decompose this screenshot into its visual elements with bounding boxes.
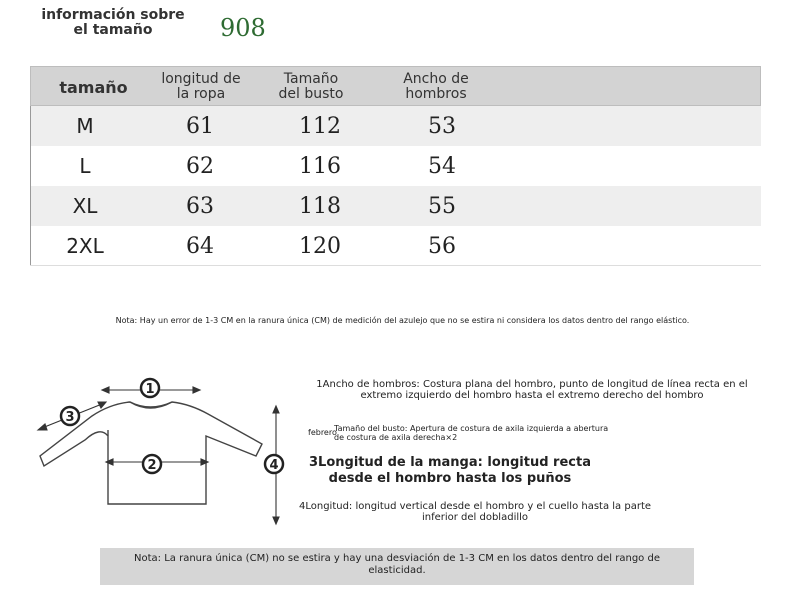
title-line-1: información sobre (41, 7, 185, 23)
cell-bust: 118 (299, 193, 341, 219)
cell-shoulder: 56 (428, 233, 456, 259)
garment-diagram (30, 370, 292, 530)
cell-length: 63 (186, 193, 214, 219)
marker-4-icon (265, 455, 283, 473)
svg-text:3: 3 (65, 410, 75, 425)
elasticity-note: Nota: La ranura única (CM) no se estira y hay una desviación de 1-3 CM en los datos dentro del rango de elasticidad. (134, 553, 660, 576)
cell-shoulder: 54 (428, 153, 456, 179)
cell-length: 61 (186, 113, 214, 139)
header-shoulder: Ancho de hombros (403, 71, 469, 102)
cell-length: 64 (186, 233, 214, 259)
cell-size: M (76, 114, 94, 138)
cell-length: 62 (186, 153, 214, 179)
table-header (30, 66, 761, 106)
marker-3-icon (61, 407, 79, 425)
measurement-note: Nota: Hay un error de 1-3 CM en la ranura única (CM) de medición del azulejo que no se estira ni considera los datos dentro del rango elástico. (115, 316, 690, 325)
svg-text:1: 1 (145, 382, 155, 397)
size-table (30, 66, 761, 266)
cell-size: XL (72, 194, 98, 218)
desc-shoulder-width: 1Ancho de hombros: Costura plana del hombro, punto de longitud de línea recta en el extremo izquierdo del hombro hasta el extremo derecho del hombro (316, 379, 748, 401)
cell-size: L (79, 154, 91, 178)
header-bust: Tamaño del busto (278, 71, 344, 102)
desc-bust-prefix: febrero (308, 428, 337, 437)
table-row (30, 106, 761, 146)
table-left-border (30, 106, 31, 266)
desc-sleeve-length: 3Longitud de la manga: longitud recta desde el hombro hasta los puños (309, 455, 591, 486)
cell-shoulder: 53 (428, 113, 456, 139)
cell-bust: 120 (299, 233, 341, 259)
size-info-title (28, 8, 198, 38)
marker-2-icon (143, 455, 161, 473)
title-line-2: el tamaño (73, 22, 153, 38)
svg-text:4: 4 (269, 458, 279, 473)
desc-length: 4Longitud: longitud vertical desde el hombro y el cuello hasta la parte inferior del dobladillo (298, 501, 652, 523)
cell-size: 2XL (66, 234, 104, 258)
table-row (30, 186, 761, 226)
cell-bust: 116 (299, 153, 341, 179)
cell-bust: 112 (299, 113, 341, 139)
marker-1-icon (141, 379, 159, 397)
product-code: 908 (220, 14, 266, 42)
svg-text:2: 2 (147, 458, 157, 473)
header-length: longitud de la ropa (161, 71, 241, 102)
header-size: tamaño (59, 77, 128, 97)
table-bottom-border (30, 265, 761, 266)
table-row (30, 146, 761, 186)
elasticity-note-box (100, 548, 694, 585)
table-row (30, 226, 761, 266)
desc-bust-size: Tamaño del busto: Apertura de costura de axila izquierda a abertura de costura de axila derecha×2 (334, 424, 609, 442)
cell-shoulder: 55 (428, 193, 456, 219)
